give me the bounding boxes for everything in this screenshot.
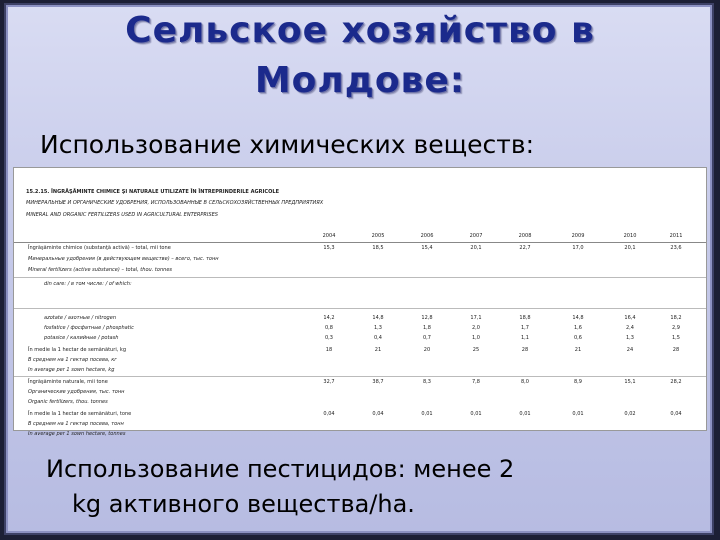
table-row xyxy=(14,421,706,430)
table-cell: 21 xyxy=(374,347,382,353)
table-cell: 1,1 xyxy=(520,335,529,341)
table-year-2004: 2004 xyxy=(322,233,336,239)
table-cell: 0,7 xyxy=(422,335,431,341)
footer-line2: kg активного вещества/ha. xyxy=(72,490,415,518)
slide-subtitle: Использование химических веществ: xyxy=(40,130,535,159)
table-cell: 14,2 xyxy=(323,315,335,321)
table-year-2010: 2010 xyxy=(623,233,637,239)
table-cell: 0,8 xyxy=(324,325,333,331)
table-year-2008: 2008 xyxy=(518,233,532,239)
table-row-label: În medie la 1 hectar de semănături, kg xyxy=(28,347,127,353)
table-row xyxy=(14,315,706,324)
table-row-label: azotate / азотные / nitrogen xyxy=(44,315,117,321)
slide-title-line2: Молдове: xyxy=(254,60,466,101)
table-row-label: In average per 1 sown hectare, tonnes xyxy=(28,431,126,437)
table-cell: 24 xyxy=(626,347,634,353)
table-row xyxy=(14,411,706,420)
table-row-label: Îngrăşăminte naturale, mii tone xyxy=(28,379,108,385)
table-cell: 28,2 xyxy=(670,379,682,385)
table-cell: 22,7 xyxy=(519,245,531,251)
table-cell: 0,04 xyxy=(670,411,682,417)
table-cell: 0,01 xyxy=(421,411,433,417)
table-cell: 12,8 xyxy=(421,315,433,321)
table-row-label: În medie la 1 hectar de semănături, tone xyxy=(28,411,132,417)
table-row-label: fosfatice / фосфатные / phosphatic xyxy=(44,325,134,331)
table-row xyxy=(14,335,706,344)
table-cell: 15,3 xyxy=(323,245,335,251)
table-row xyxy=(14,347,706,356)
table-cell: 0,6 xyxy=(573,335,582,341)
table-cell: 1,3 xyxy=(625,335,634,341)
table-row-label: din care: / в том числе: / of which: xyxy=(44,281,132,287)
table-cell: 1,5 xyxy=(671,335,680,341)
table-cell: 38,7 xyxy=(372,379,384,385)
table-cell: 1,6 xyxy=(573,325,582,331)
table-cell: 14,8 xyxy=(572,315,584,321)
table-cell: 0,04 xyxy=(323,411,335,417)
table-cell: 2,9 xyxy=(671,325,680,331)
table-cell: 20,1 xyxy=(624,245,636,251)
table-cell: 18,8 xyxy=(519,315,531,321)
table-row-label: Organic fertilizers, thou. tonnes xyxy=(28,399,108,405)
table-separator xyxy=(14,277,706,278)
table-cell: 21 xyxy=(574,347,582,353)
table-row xyxy=(14,267,706,276)
table-row-label: potasice / калийные / potash xyxy=(44,335,119,341)
table-cell: 18 xyxy=(325,347,333,353)
table-row xyxy=(14,281,706,290)
table-year-2009: 2009 xyxy=(571,233,585,239)
table-cell: 8,0 xyxy=(520,379,529,385)
table-year-2011: 2011 xyxy=(669,233,683,239)
table-cell: 16,4 xyxy=(624,315,636,321)
table-cell: 23,6 xyxy=(670,245,682,251)
table-cell: 18,5 xyxy=(372,245,384,251)
slide-title-line1: Сельское хозяйство в xyxy=(125,10,595,51)
table-row xyxy=(14,399,706,408)
table-cell: 8,3 xyxy=(422,379,431,385)
table-heading-en: MINERAL AND ORGANIC FERTILIZERS USED IN AGRICULTURAL ENTERPRISES xyxy=(26,212,218,218)
table-row xyxy=(14,245,706,254)
table-year-header xyxy=(14,232,706,243)
footer-line1: Использование пестицидов: менее 2 xyxy=(46,455,515,483)
table-separator xyxy=(14,376,706,377)
table-cell: 1,0 xyxy=(471,335,480,341)
table-cell: 1,7 xyxy=(520,325,529,331)
table-cell: 17,1 xyxy=(470,315,482,321)
table-cell: 0,04 xyxy=(372,411,384,417)
table-row xyxy=(14,357,706,366)
table-cell: 28 xyxy=(521,347,529,353)
table-year-2006: 2006 xyxy=(420,233,434,239)
table-cell: 0,01 xyxy=(519,411,531,417)
table-year-2005: 2005 xyxy=(371,233,385,239)
table-row-label: Органические удобрения, тыс. тонн xyxy=(28,389,125,395)
table-cell: 0,01 xyxy=(572,411,584,417)
table-cell: 8,9 xyxy=(573,379,582,385)
table-cell: 0,02 xyxy=(624,411,636,417)
table-cell: 25 xyxy=(472,347,480,353)
table-row-label: В среднем на 1 гектар посева, тонн xyxy=(28,421,124,427)
table-cell: 2,4 xyxy=(625,325,634,331)
table-heading-ru: МИНЕРАЛЬНЫЕ И ОРГАНИЧЕСКИЕ УДОБРЕНИЯ, ИСПОЛЬЗОВАННЫЕ В СЕЛЬСКОХОЗЯЙСТВЕННЫХ ПРЕДПРИЯТИЯХ xyxy=(26,200,324,206)
table-cell: 28 xyxy=(672,347,680,353)
table-row-label: Минеральные удобрения (в действующем веществе) – всего, тыс. тонн xyxy=(28,256,219,262)
table-cell: 2,0 xyxy=(471,325,480,331)
table-row-label: В среднем на 1 гектар посева, кг xyxy=(28,357,117,363)
table-separator xyxy=(14,308,706,309)
table-row xyxy=(14,431,706,440)
slide-footer xyxy=(46,452,514,522)
table-row-label: Îngrăşăminte chimice (substanţă activă) – total, mii tone xyxy=(28,245,171,251)
table-cell: 14,8 xyxy=(372,315,384,321)
table-cell: 15,4 xyxy=(421,245,433,251)
table-cell: 17,0 xyxy=(572,245,584,251)
table-row xyxy=(14,379,706,388)
table-year-2007: 2007 xyxy=(469,233,483,239)
table-cell: 0,4 xyxy=(373,335,382,341)
table-row xyxy=(14,256,706,265)
table-cell: 15,1 xyxy=(624,379,636,385)
table-cell: 18,2 xyxy=(670,315,682,321)
table-row xyxy=(14,389,706,398)
table-row xyxy=(14,367,706,376)
table-cell: 0,01 xyxy=(470,411,482,417)
table-row-label: Mineral fertilizers (active substance) – total, thou. tonnes xyxy=(28,267,173,273)
table-cell: 1,3 xyxy=(373,325,382,331)
table-cell: 1,8 xyxy=(422,325,431,331)
table-cell: 20 xyxy=(423,347,431,353)
table-row xyxy=(14,325,706,334)
fertilizer-table xyxy=(14,168,706,437)
table-cell: 0,3 xyxy=(324,335,333,341)
table-row-label: In average per 1 sown hectare, kg xyxy=(28,367,115,373)
table-cell: 32,7 xyxy=(323,379,335,385)
table-cell: 20,1 xyxy=(470,245,482,251)
table-cell: 7,8 xyxy=(471,379,480,385)
table-heading: 15.2.15. ÎNGRĂŞĂMINTE CHIMICE ŞI NATURALE UTILIZATE ÎN ÎNTREPRINDERILE AGRICOLE xyxy=(26,189,280,195)
